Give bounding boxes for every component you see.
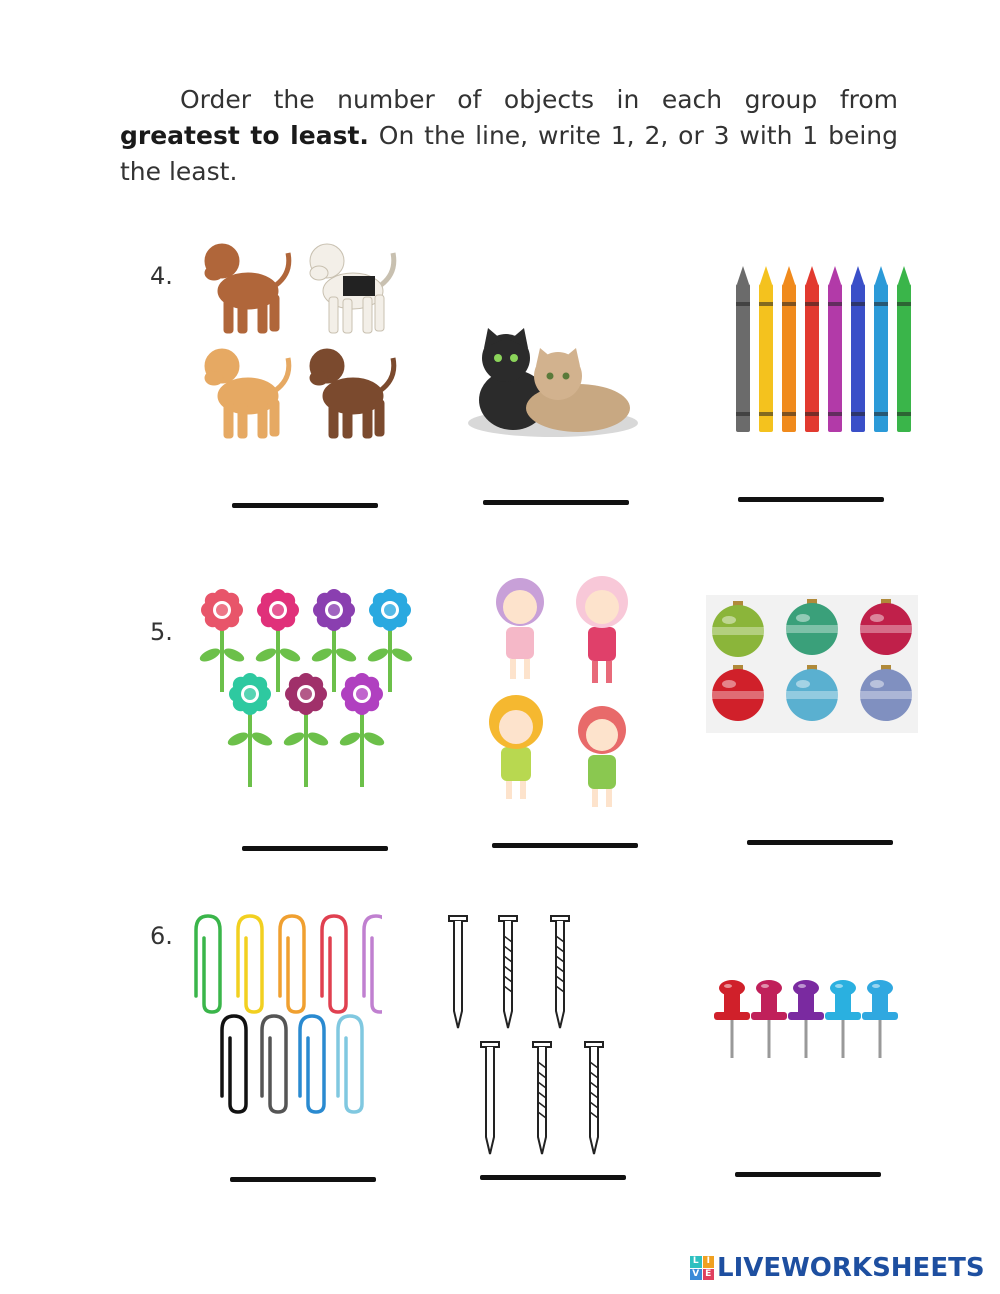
dog-3	[205, 349, 289, 438]
crayon-4	[805, 266, 819, 432]
paper-clip-1	[196, 916, 220, 1012]
nail-4	[481, 1042, 499, 1154]
instructions-bold: greatest to least.	[120, 121, 369, 150]
nail-6	[585, 1042, 603, 1154]
logo-icon: L I V E	[690, 1256, 714, 1280]
answer-line-6a[interactable]	[230, 1177, 376, 1182]
paper-clip-4	[322, 916, 346, 1012]
logo-text: LIVEWORKSHEETS	[717, 1253, 985, 1283]
question-number-5: 5.	[150, 618, 173, 646]
flower-7	[338, 673, 386, 787]
paper-clip-9	[338, 1016, 362, 1112]
flower-2	[254, 589, 302, 692]
answer-line-4a[interactable]	[232, 503, 378, 508]
dog-2-patch	[343, 276, 375, 296]
answer-line-4c[interactable]	[738, 497, 884, 502]
cat-2	[526, 348, 630, 432]
crayon-7	[874, 266, 888, 432]
crayon-5	[828, 266, 842, 432]
cats-group	[458, 328, 648, 443]
paper-clip-7	[262, 1016, 286, 1112]
crayon-6	[851, 266, 865, 432]
answer-line-4b[interactable]	[483, 500, 629, 505]
doll-2	[576, 576, 628, 683]
flower-1	[198, 589, 246, 692]
push-pin-2	[751, 980, 787, 1058]
dog-4	[310, 349, 394, 438]
liveworksheets-logo[interactable]	[690, 1252, 985, 1284]
paper-clip-5	[364, 916, 382, 1012]
dog-1	[205, 244, 289, 333]
instructions-part1: Order the number of objects in each group from	[180, 85, 898, 114]
push-pin-1	[714, 980, 750, 1058]
nail-3	[551, 916, 569, 1028]
push-pin-3	[788, 980, 824, 1058]
crayons-group	[728, 262, 923, 437]
answer-line-5a[interactable]	[242, 846, 388, 851]
flower-6	[282, 673, 330, 787]
crayon-3	[782, 266, 796, 432]
crayon-2	[759, 266, 773, 432]
question-number-6: 6.	[150, 922, 173, 950]
flowers-group	[192, 582, 427, 787]
nail-1	[449, 916, 467, 1028]
ornaments-group	[706, 595, 918, 733]
answer-line-6b[interactable]	[480, 1175, 626, 1180]
question-number-4: 4.	[150, 262, 173, 290]
paper-clips-group	[182, 912, 382, 1117]
crayon-1	[736, 266, 750, 432]
paper-clip-8	[300, 1016, 324, 1112]
push-pin-4	[825, 980, 861, 1058]
paper-clip-3	[280, 916, 304, 1012]
nails-group	[442, 912, 622, 1164]
nail-5	[533, 1042, 551, 1154]
doll-3	[489, 695, 543, 799]
paper-clip-2	[238, 916, 262, 1012]
flower-4	[366, 589, 414, 692]
answer-line-6c[interactable]	[735, 1172, 881, 1177]
push-pins-group	[712, 978, 902, 1068]
flower-5	[226, 673, 274, 787]
doll-1	[496, 578, 544, 679]
crayon-8	[897, 266, 911, 432]
doll-4	[578, 706, 626, 807]
answer-line-5c[interactable]	[747, 840, 893, 845]
instructions	[120, 82, 898, 190]
push-pin-5	[862, 980, 898, 1058]
dolls-group	[478, 562, 653, 807]
dogs-group	[195, 228, 415, 448]
nail-2	[499, 916, 517, 1028]
answer-line-5b[interactable]	[492, 843, 638, 848]
instructions-part2: On the line, write 1, 2, or 3 with 1 being the least.	[120, 121, 898, 186]
paper-clip-6	[222, 1016, 246, 1112]
flower-3	[310, 589, 358, 692]
